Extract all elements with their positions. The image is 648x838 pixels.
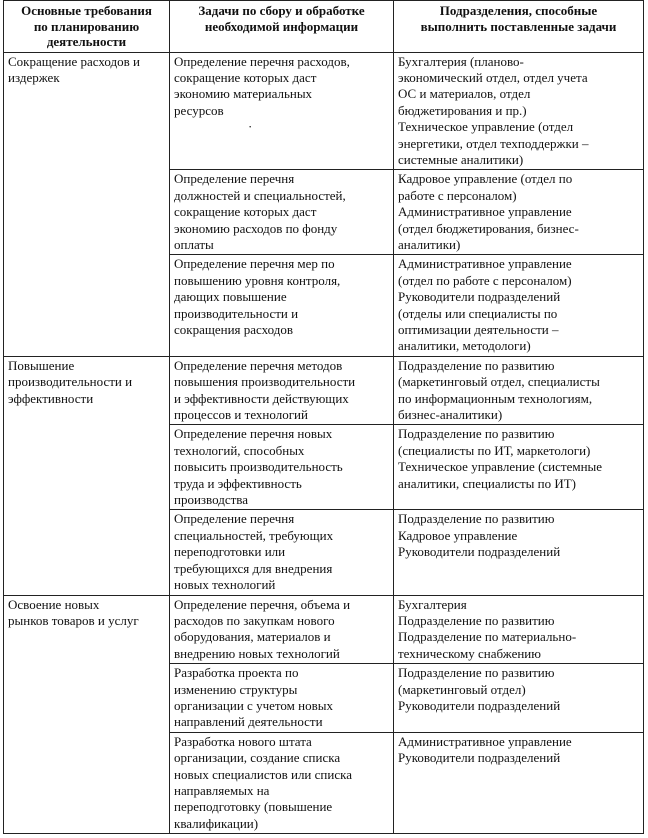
- requirement-cell: Повышение производительности и эффективности: [4, 356, 170, 595]
- task-cell: Определение перечня должностей и специальностей, сокращение которых даст экономию расходов по фонду оплаты: [170, 170, 394, 255]
- table-row: [4, 52, 644, 170]
- header-units: Подразделения, способные выполнить поставленные задачи: [394, 1, 644, 53]
- units-cell: Подразделение по развитию (маркетинговый отдел, специалисты по информационным технологиям, бизнес-аналитики): [394, 356, 644, 425]
- task-cell: Разработка проекта по изменению структуры организации с учетом новых направлений деятельности: [170, 664, 394, 733]
- task-cell: Разработка нового штата организации, создание списка новых специалистов или списка направляемых на переподготовку (повышение квалификации): [170, 732, 394, 833]
- task-cell: Определение перечня мер по повышению уровня контроля, дающих повышение производительности и сокращения расходов: [170, 255, 394, 356]
- units-cell: Административное управление (отдел по работе с персоналом) Руководители подразделений (отделы или специалисты по оптимизации деятельности – аналитики, методологи): [394, 255, 644, 356]
- table-row: [4, 595, 644, 664]
- units-cell: Подразделение по развитию Кадровое управление Руководители подразделений: [394, 510, 644, 595]
- task-cell: Определение перечня расходов, сокращение которых даст экономию материальных ресурсов ·: [170, 52, 394, 170]
- task-cell: Определение перечня специальностей, требующих переподготовки или требующихся для внедрения новых технологий: [170, 510, 394, 595]
- units-cell: Подразделение по развитию (специалисты по ИТ, маркетологи) Техническое управление (системные аналитики, специалисты по ИТ): [394, 425, 644, 510]
- task-cell: Определение перечня, объема и расходов по закупкам нового оборудования, материалов и внедрению новых технологий: [170, 595, 394, 664]
- stray-dot: ·: [248, 119, 253, 135]
- header-row: [4, 1, 644, 53]
- header-requirements: Основные требования по планированию деятельности: [4, 1, 170, 53]
- requirement-cell: Освоение новых рынков товаров и услуг: [4, 595, 170, 834]
- requirements-table: [3, 0, 644, 834]
- requirement-cell: Сокращение расходов и издержек: [4, 52, 170, 356]
- units-cell: Подразделение по развитию (маркетинговый отдел) Руководители подразделений: [394, 664, 644, 733]
- header-tasks: Задачи по сбору и обработке необходимой информации: [170, 1, 394, 53]
- units-cell: Административное управление Руководители подразделений: [394, 732, 644, 833]
- units-cell: Бухгалтерия Подразделение по развитию Подразделение по материально- техническому снабжению: [394, 595, 644, 664]
- units-cell: Бухгалтерия (планово- экономический отдел, отдел учета ОС и материалов, отдел бюджетирования и пр.) Техническое управление (отдел энергетики, отдел техподдержки – системные аналитики): [394, 52, 644, 170]
- units-cell: Кадровое управление (отдел по работе с персоналом) Административное управление (отдел бюджетирования, бизнес- аналитики): [394, 170, 644, 255]
- table-row: [4, 356, 644, 425]
- task-cell: Определение перечня методов повышения производительности и эффективности действующих процессов и технологий: [170, 356, 394, 425]
- task-cell: Определение перечня новых технологий, способных повысить производительность труда и эффективность производства: [170, 425, 394, 510]
